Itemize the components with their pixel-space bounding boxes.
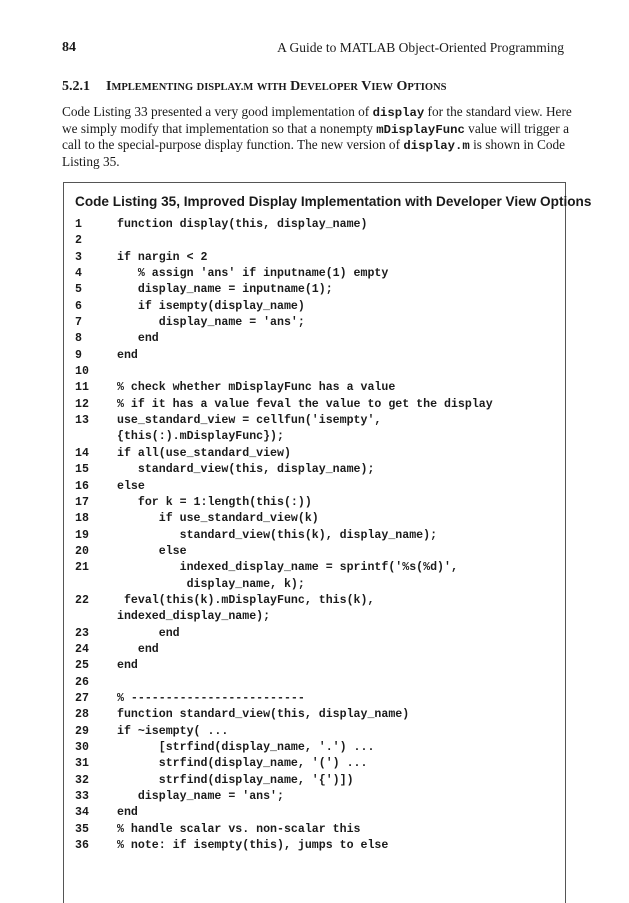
line-number: 8 (75, 332, 82, 346)
code-text: end (117, 348, 138, 362)
line-number: 2 (75, 234, 82, 248)
code-line (75, 413, 560, 429)
code-line (75, 740, 560, 756)
code-line (75, 282, 560, 298)
line-number: 5 (75, 283, 82, 297)
line-number: 10 (75, 365, 89, 379)
code-line (75, 675, 560, 691)
code-line (75, 250, 560, 266)
code-line (75, 217, 560, 233)
line-number: 28 (75, 708, 89, 722)
line-number: 19 (75, 528, 89, 542)
text-run: for the standard view. Here (424, 104, 572, 119)
line-number: 36 (75, 839, 89, 853)
line-number: 20 (75, 544, 89, 558)
code-term-mdisplayfunc: mDisplayFunc (376, 122, 465, 137)
code-line (75, 380, 560, 396)
line-number: 7 (75, 316, 82, 330)
code-line (75, 724, 560, 740)
line-number: 13 (75, 414, 89, 428)
code-line (75, 331, 560, 347)
line-number: 11 (75, 381, 89, 395)
code-text: function standard_view(this, display_name) (117, 708, 410, 722)
code-line (75, 773, 560, 789)
code-text: if all(use_standard_view) (117, 446, 291, 460)
code-text: display_name = inputname(1); (117, 283, 333, 297)
code-line (75, 348, 560, 364)
code-text: display_name = 'ans'; (117, 316, 305, 330)
code-text: strfind(display_name, '(') ... (117, 757, 368, 771)
code-line (75, 658, 560, 674)
code-line (75, 266, 560, 282)
code-text: feval(this(k).mDisplayFunc, this(k), (117, 593, 375, 607)
code-line (75, 822, 560, 838)
code-line (75, 560, 560, 576)
code-lines (75, 217, 560, 854)
code-line (75, 462, 560, 478)
code-term-display-m: display.m (403, 139, 470, 154)
code-line (75, 479, 560, 495)
line-number: 27 (75, 691, 89, 705)
code-text: if ~isempty( ... (117, 724, 229, 738)
code-text: if isempty(display_name) (117, 299, 305, 313)
line-number: 12 (75, 397, 89, 411)
paragraph-line (62, 137, 564, 154)
line-number: 34 (75, 806, 89, 820)
code-line (75, 626, 560, 642)
line-number: 17 (75, 495, 89, 509)
text-run: Code Listing 33 presented a very good implementation of (62, 104, 373, 119)
code-text: % handle scalar vs. non-scalar this (117, 822, 361, 836)
line-number: 14 (75, 446, 89, 460)
line-number: 24 (75, 642, 89, 656)
code-line (75, 756, 560, 772)
code-text: end (117, 806, 138, 820)
page-number: 84 (62, 40, 76, 55)
code-line (75, 233, 560, 249)
code-line (75, 609, 560, 625)
line-number: 1 (75, 218, 82, 231)
code-text: % assign 'ans' if inputname(1) empty (117, 267, 389, 281)
code-line (75, 642, 560, 658)
line-number: 9 (75, 348, 82, 362)
code-text: end (117, 332, 159, 346)
code-line (75, 838, 560, 854)
running-header (62, 40, 564, 60)
book-title: A Guide to MATLAB Object-Oriented Programming (277, 40, 564, 55)
section-title: IMPLEMENTING DISPLAY.M WITH DEVELOPER VIEW OPTIONS (106, 79, 447, 94)
line-number: 30 (75, 741, 89, 754)
line-number: 15 (75, 463, 89, 477)
line-number: 33 (75, 790, 89, 804)
code-text: display_name, k); (117, 577, 305, 591)
line-number: 3 (75, 250, 82, 264)
code-text: % if it has a value feval the value to get the display (117, 397, 493, 411)
code-text: indexed_display_name = sprintf('%s(%d)', (117, 561, 458, 575)
code-line (75, 495, 560, 511)
line-number: 16 (75, 479, 89, 493)
code-line (75, 789, 560, 805)
text-run: call to the special-purpose display function. The new version of (62, 137, 404, 153)
code-text: else (117, 479, 145, 493)
code-text: % check whether mDisplayFunc has a value (117, 381, 396, 395)
code-line (75, 528, 560, 544)
code-listing-box (63, 182, 592, 903)
code-line (75, 446, 560, 462)
code-text: for k = 1:length(this(:)) (117, 495, 312, 509)
paragraph-line (62, 120, 569, 138)
intro-paragraph (62, 104, 572, 170)
code-line (75, 511, 560, 527)
line-number: 31 (75, 757, 89, 771)
line-number: 21 (75, 561, 89, 575)
line-number: 6 (75, 299, 82, 313)
line-number: 25 (75, 659, 89, 673)
line-number: 26 (75, 675, 89, 689)
code-text: {this(:).mDisplayFunc}); (117, 430, 284, 444)
code-term-display: display (372, 106, 425, 120)
line-number: 4 (75, 267, 82, 281)
text-run: value will trigger a (464, 120, 569, 136)
code-line (75, 805, 560, 821)
code-line (75, 397, 560, 413)
code-line (75, 315, 560, 331)
text-run: we simply modify that implementation so that a nonempty (62, 120, 377, 136)
listing-title: Code Listing 35, Improved Display Implementation with Developer View Options (75, 194, 592, 209)
code-line (75, 544, 560, 560)
paragraph-line (62, 104, 572, 121)
code-line (75, 707, 560, 723)
code-text: end (117, 626, 180, 640)
line-number: 22 (75, 593, 89, 607)
code-text: display_name = 'ans'; (117, 790, 284, 804)
section-number: 5.2.1 (62, 79, 90, 94)
code-text: end (117, 659, 138, 673)
line-number: 35 (75, 822, 89, 836)
code-text: indexed_display_name); (117, 610, 271, 624)
code-text: % ------------------------- (117, 691, 305, 705)
code-text: strfind(display_name, '{')]) (117, 773, 354, 787)
code-line (75, 429, 560, 445)
text-run: is shown in Code (469, 137, 566, 153)
code-line (75, 593, 560, 609)
section-heading (62, 79, 446, 95)
code-text: % note: if isempty(this), jumps to else (117, 839, 389, 853)
code-text: end (117, 642, 159, 656)
line-number: 18 (75, 512, 89, 526)
line-number: 29 (75, 724, 89, 738)
code-text: else (117, 544, 187, 558)
code-text: use_standard_view = cellfun('isempty', (117, 414, 382, 428)
code-text: function display(this, display_name) (117, 218, 368, 231)
code-line (75, 577, 560, 593)
code-line (75, 691, 560, 707)
line-number: 32 (75, 773, 89, 787)
code-text: if use_standard_view(k) (117, 512, 319, 526)
code-line (75, 299, 560, 315)
code-text: [strfind(display_name, '.') ... (117, 741, 375, 754)
line-number: 23 (75, 626, 89, 640)
code-text: standard_view(this(k), display_name); (117, 528, 438, 542)
code-line (75, 364, 560, 380)
code-text: standard_view(this, display_name); (117, 463, 375, 477)
code-text: if nargin < 2 (117, 250, 208, 264)
paragraph-line: Listing 35. (62, 153, 120, 169)
